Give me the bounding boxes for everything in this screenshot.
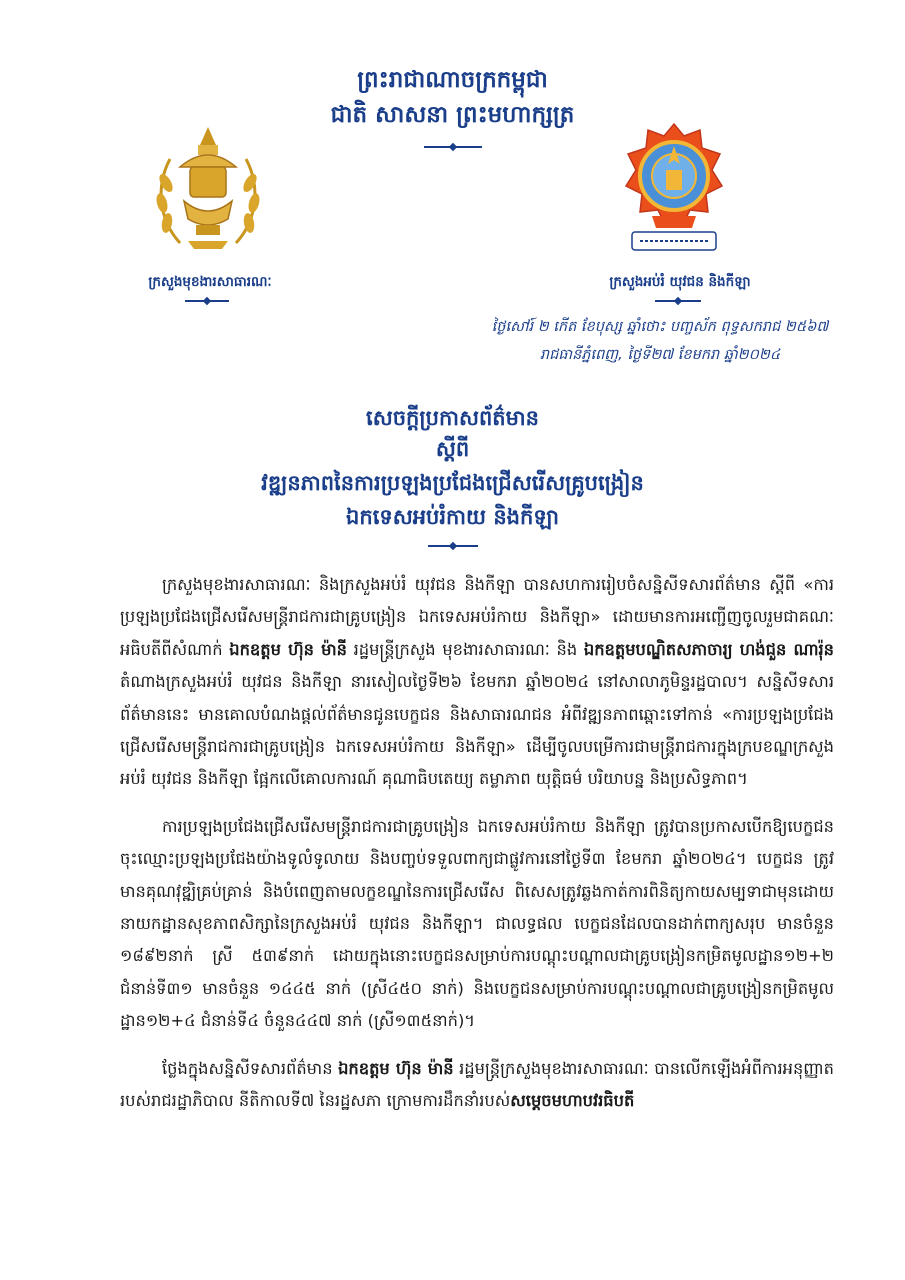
press-release-body bbox=[120, 569, 834, 1133]
ministry-of-civil-service-emblem bbox=[150, 123, 266, 255]
right-ministry-divider bbox=[655, 300, 701, 302]
academician-name: ឯកឧត្តមបណ្ឌិតសភាចារ្យ ហង់ជួន ណារ៉ុន bbox=[583, 639, 834, 659]
kingdom-title: ព្រះរាជាណាចក្រកម្ពុជា bbox=[357, 67, 548, 93]
paragraph-3-text-a: ថ្លែងក្នុងសន្និសីទសារព័ត៌មាន bbox=[162, 1058, 339, 1078]
press-release-title: សេចក្តីប្រកាសព័ត៌មាន bbox=[366, 406, 539, 430]
solar-date: រាជធានីភ្នំពេញ, ថ្ងៃទី២៧ ខែមករា ឆ្នាំ២០២៤ bbox=[539, 347, 781, 363]
header-divider bbox=[424, 146, 482, 148]
title-subject-line2: ឯកទេសអប់រំកាយ និងកីឡា bbox=[346, 505, 559, 529]
paragraph-1-text-e: តំណាងក្រសួងអប់រំ យុវជន និងកីឡា នារសៀលថ្ងៃទី២៦ ខែមករា ឆ្នាំ២០២៤ នៅសាលាភូមិន្ទរដ្ឋបាល។ សន្និសីទសារព័ត៌មាននេះ មានគោលបំណងផ្តល់ព័ត៌មានជូនបេក្ខជន និងសាធារណជន អំពីវឌ្ឍនភាពឆ្ពោះទៅកាន់ «ការប្រឡងប្រជែងជ្រើសរើសមន្ត្រីរាជការជាគ្រូបង្រៀន ឯកទេសអប់រំកាយ និងកីឡា» ដើម្បីចូលបម្រើការជាមន្ត្រីរាជការក្នុងក្របខណ្ឌក្រសួងអប់រំ យុវជន និងកីឡា ផ្អែកលើគោលការណ៍ គុណាធិបតេយ្យ តម្លាភាព យុត្តិធម៌ បរិយាបន្ន និងប្រសិទ្ធភាព។ bbox=[120, 672, 834, 789]
paragraph-3 bbox=[120, 1053, 834, 1118]
ministry-of-education-emblem bbox=[622, 120, 726, 260]
paragraph-1-text-c: រដ្ឋមន្ត្រីក្រសួង មុខងារសាធារណៈ និង bbox=[346, 639, 584, 659]
left-ministry-label: ក្រសួងមុខងារសាធារណៈ bbox=[148, 274, 272, 290]
paragraph-2: ការប្រឡងប្រជែងជ្រើសរើសមន្ត្រីរាជការជាគ្រូបង្រៀន ឯកទេសអប់រំកាយ និងកីឡា ត្រូវបានប្រកាសបើកឱ្យបេក្ខជនចុះឈ្មោះប្រឡងប្រជែងយ៉ាងទូលំទូលាយ និងបញ្ចប់ទទួលពាក្យជាផ្លូវការនៅថ្ងៃទី៣ ខែមករា ឆ្នាំ២០២៤។ បេក្ខជន ត្រូវមានគុណវុឌ្ឍិគ្រប់គ្រាន់ និងបំពេញតាមលក្ខខណ្ឌនៃការជ្រើសរើស ពិសេសត្រូវឆ្លងកាត់ការពិនិត្យកាយសម្បទាជាមុនដោយនាយកដ្ឋានសុខភាពសិក្សានៃក្រសួងអប់រំ យុវជន និងកីឡា។ ជាលទ្ធផល បេក្ខជនដែលបានដាក់ពាក្យសរុប មានចំនួន ១៨៩២នាក់ ស្រី ៥៣៩នាក់ ដោយក្នុងនោះបេក្ខជនសម្រាប់ការបណ្តុះបណ្តាលជាគ្រូបង្រៀនកម្រិតមូលដ្ឋាន១២+២ ជំនាន់ទី៣១ មានចំនួន ១៤៤៥ នាក់ (ស្រី៤៥០ នាក់) និងបេក្ខជនសម្រាប់ការបណ្តុះបណ្តាលជាគ្រូបង្រៀនកម្រិតមូលដ្ឋាន១២+៤ ជំនាន់ទី៤ ចំនួន៤៤៧ នាក់ (ស្រី១៣៥នាក់)។ bbox=[120, 816, 834, 1031]
samdech-title: សម្តេចមហាបវរធិបតី bbox=[510, 1091, 635, 1111]
minister-name: ឯកឧត្តម ហ៊ុន ម៉ានី bbox=[229, 639, 347, 659]
paragraph-1-text-a: ក្រសួងមុខងារសាធារណៈ និងក្រសួងអប់រំ យុវជន និងកីឡា បានសហការរៀបចំសន្និសីទសារព័ត៌មាន ស្តីពី «ការប្រឡងប្រជែងជ្រើសរើសមន្ត្រីរាជការជាគ្រូបង្រៀន ឯកទេសអប់រំកាយ និងកីឡា» ដោយមានការអញ្ជើញចូលរួមជាគណៈអធិបតីពីសំណាក់ bbox=[120, 575, 834, 659]
left-ministry-divider bbox=[185, 300, 229, 302]
lunar-date: ថ្ងៃសៅរ៍ ២ កើត ខែបុស្ស ឆ្នាំថោះ បញ្ចស័ក ពុទ្ធសករាជ ២៥៦៧ bbox=[491, 319, 829, 335]
title-divider bbox=[428, 545, 478, 547]
minister-name-2: ឯកឧត្តម ហ៊ុន ម៉ានី bbox=[338, 1058, 454, 1078]
paragraph-3-text-c: រដ្ឋមន្ត្រីក្រសួងមុខងារសាធារណៈ បានលើកឡើងអំពីការអនុញ្ញាតរបស់រាជរដ្ឋាភិបាល នីតិកាលទី៧ នៃរដ្ឋសភា ក្រោមការដឹកនាំរបស់ bbox=[120, 1058, 834, 1111]
nation-religion-king-motto: ជាតិ សាសនា ព្រះមហាក្សត្រ bbox=[330, 102, 575, 128]
paragraph-1 bbox=[120, 569, 834, 796]
right-ministry-label: ក្រសួងអប់រំ យុវជន និងកីឡា bbox=[609, 274, 751, 290]
title-regarding: ស្តីពី bbox=[435, 437, 470, 461]
title-subject-line1: វឌ្ឍនភាពនៃការប្រឡងប្រជែងជ្រើសរើសគ្រូបង្រៀន bbox=[261, 471, 644, 495]
